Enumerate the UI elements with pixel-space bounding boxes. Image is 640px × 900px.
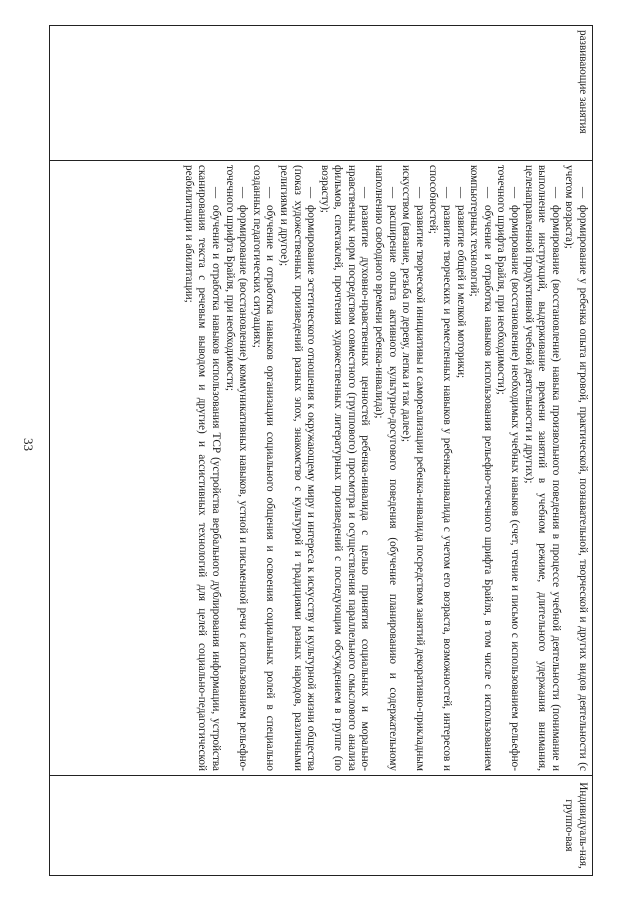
list-item-text: формирование (восстановление) навыка произвольного поведения в процессе учебной деятельности (понимание и выполнение инструкций, выдерживание времени занятий в учебном режиме, длительного удержания внимания, целенаправленной продуктивной учебной деятельности и других);: [522, 165, 562, 771]
list-item-text: развитие общей и мелкой моторики;: [454, 205, 467, 379]
list-item: [426, 165, 453, 771]
list-item-text: формирование у ребенка опыта игровой, практической, познавательной, творческой и других видов деятельности (с учетом возраста);: [563, 165, 589, 771]
list-item: [249, 165, 276, 771]
table-row: [50, 26, 593, 876]
list-item: [562, 165, 589, 771]
list-dash: —: [441, 187, 454, 199]
rehabilitation-table: [49, 25, 593, 876]
list-dash: —: [359, 187, 372, 199]
category-cell: [50, 26, 593, 161]
list-item-text: формирование эстетического отношения к окружающему миру и интереса к искусству и культурной жизни общества (показ художественных произведений разных эпох, знакомство с культурой и традициями разных народов, различными религиями и другое);: [277, 165, 318, 771]
list-item-text: обучение и отработка навыков организации социального общения и освоения социальных ролей в специально созданных педагогических ситуациях;: [250, 165, 277, 771]
list-item-text: развитие творческих и ремесленных навыков у ребенка-инвалида с учетом его возраста, возможностей, интересов и способностей;: [427, 165, 454, 771]
list-dash: —: [386, 187, 399, 199]
list-item-text: обучение и отработка навыков использования рельефно-точечного шрифта Брайля, в том числе с использованием компьютерных технологий;: [468, 165, 494, 771]
form-label: Индивидуаль-ная, группо-вая: [563, 782, 589, 869]
list-dash: —: [549, 187, 562, 199]
list-item-text: формирование (восстановление) коммуникативных навыков, устной и письменной речи с использованием рельефно-точечного шрифта Брайля, при необходимости;: [223, 165, 250, 771]
list-item-text: развитие духовно-нравственных ценностей ребенка-инвалида с целью принятия социальных и морально-нравственных норм посредством совместного (группового) просмотра и осуществления параллельного смыслового анализа фильмов, спектаклей, прочтения художественных литературных произведений с последующим обсуждением в группе (по возрасту);: [318, 165, 372, 771]
list-item-text: расширение опыта активного культурно-досугового поведения (обучение планированию и содержательному наполнению свободного времени ребенка-инвалида);: [373, 165, 399, 771]
page-number: 33: [21, 438, 36, 451]
list-item: [317, 165, 371, 771]
list-item: [453, 165, 467, 771]
list-item: [222, 165, 249, 771]
list-item: [181, 165, 222, 771]
list-dash: —: [577, 187, 589, 199]
list-item-text: формирование (восстановление) необходимых учебных навыков (счет, чтение и письмо с использованием рельефно-точечного шрифта Брайля, при необходимости);: [495, 165, 522, 771]
list-item-text: развитие творческой инициативы и самореализации ребенка-инвалида посредством занятий декоративно-прикладным искусством (вязание, резьба по дереву, лепка и так далее);: [400, 165, 426, 771]
list-dash: —: [481, 187, 494, 199]
list-item: [399, 165, 426, 771]
list-dash: —: [209, 187, 222, 199]
list-item: [372, 165, 399, 771]
list-dash: —: [264, 187, 277, 199]
list-item-text: обучение и отработка навыков использования ТСР (устройства вербального дублирования информации, устройства сканирования текста с речевым выводом и другие) и ассистивных технологий для целей социально-педагогической реабилитации и абилитации;: [182, 165, 222, 771]
form-cell: [50, 776, 593, 876]
activities-cell: [50, 161, 593, 776]
list-item: [521, 165, 562, 771]
list-dash: —: [237, 187, 250, 199]
list-dash: —: [413, 187, 426, 199]
list-dash: —: [454, 187, 467, 199]
document-table-region: [49, 25, 593, 875]
category-label: развивающие занятия: [577, 30, 589, 134]
activities-list: [181, 165, 589, 771]
list-dash: —: [305, 187, 318, 199]
list-dash: —: [509, 187, 522, 199]
list-item: [467, 165, 494, 771]
list-item: [276, 165, 317, 771]
list-item: [494, 165, 521, 771]
